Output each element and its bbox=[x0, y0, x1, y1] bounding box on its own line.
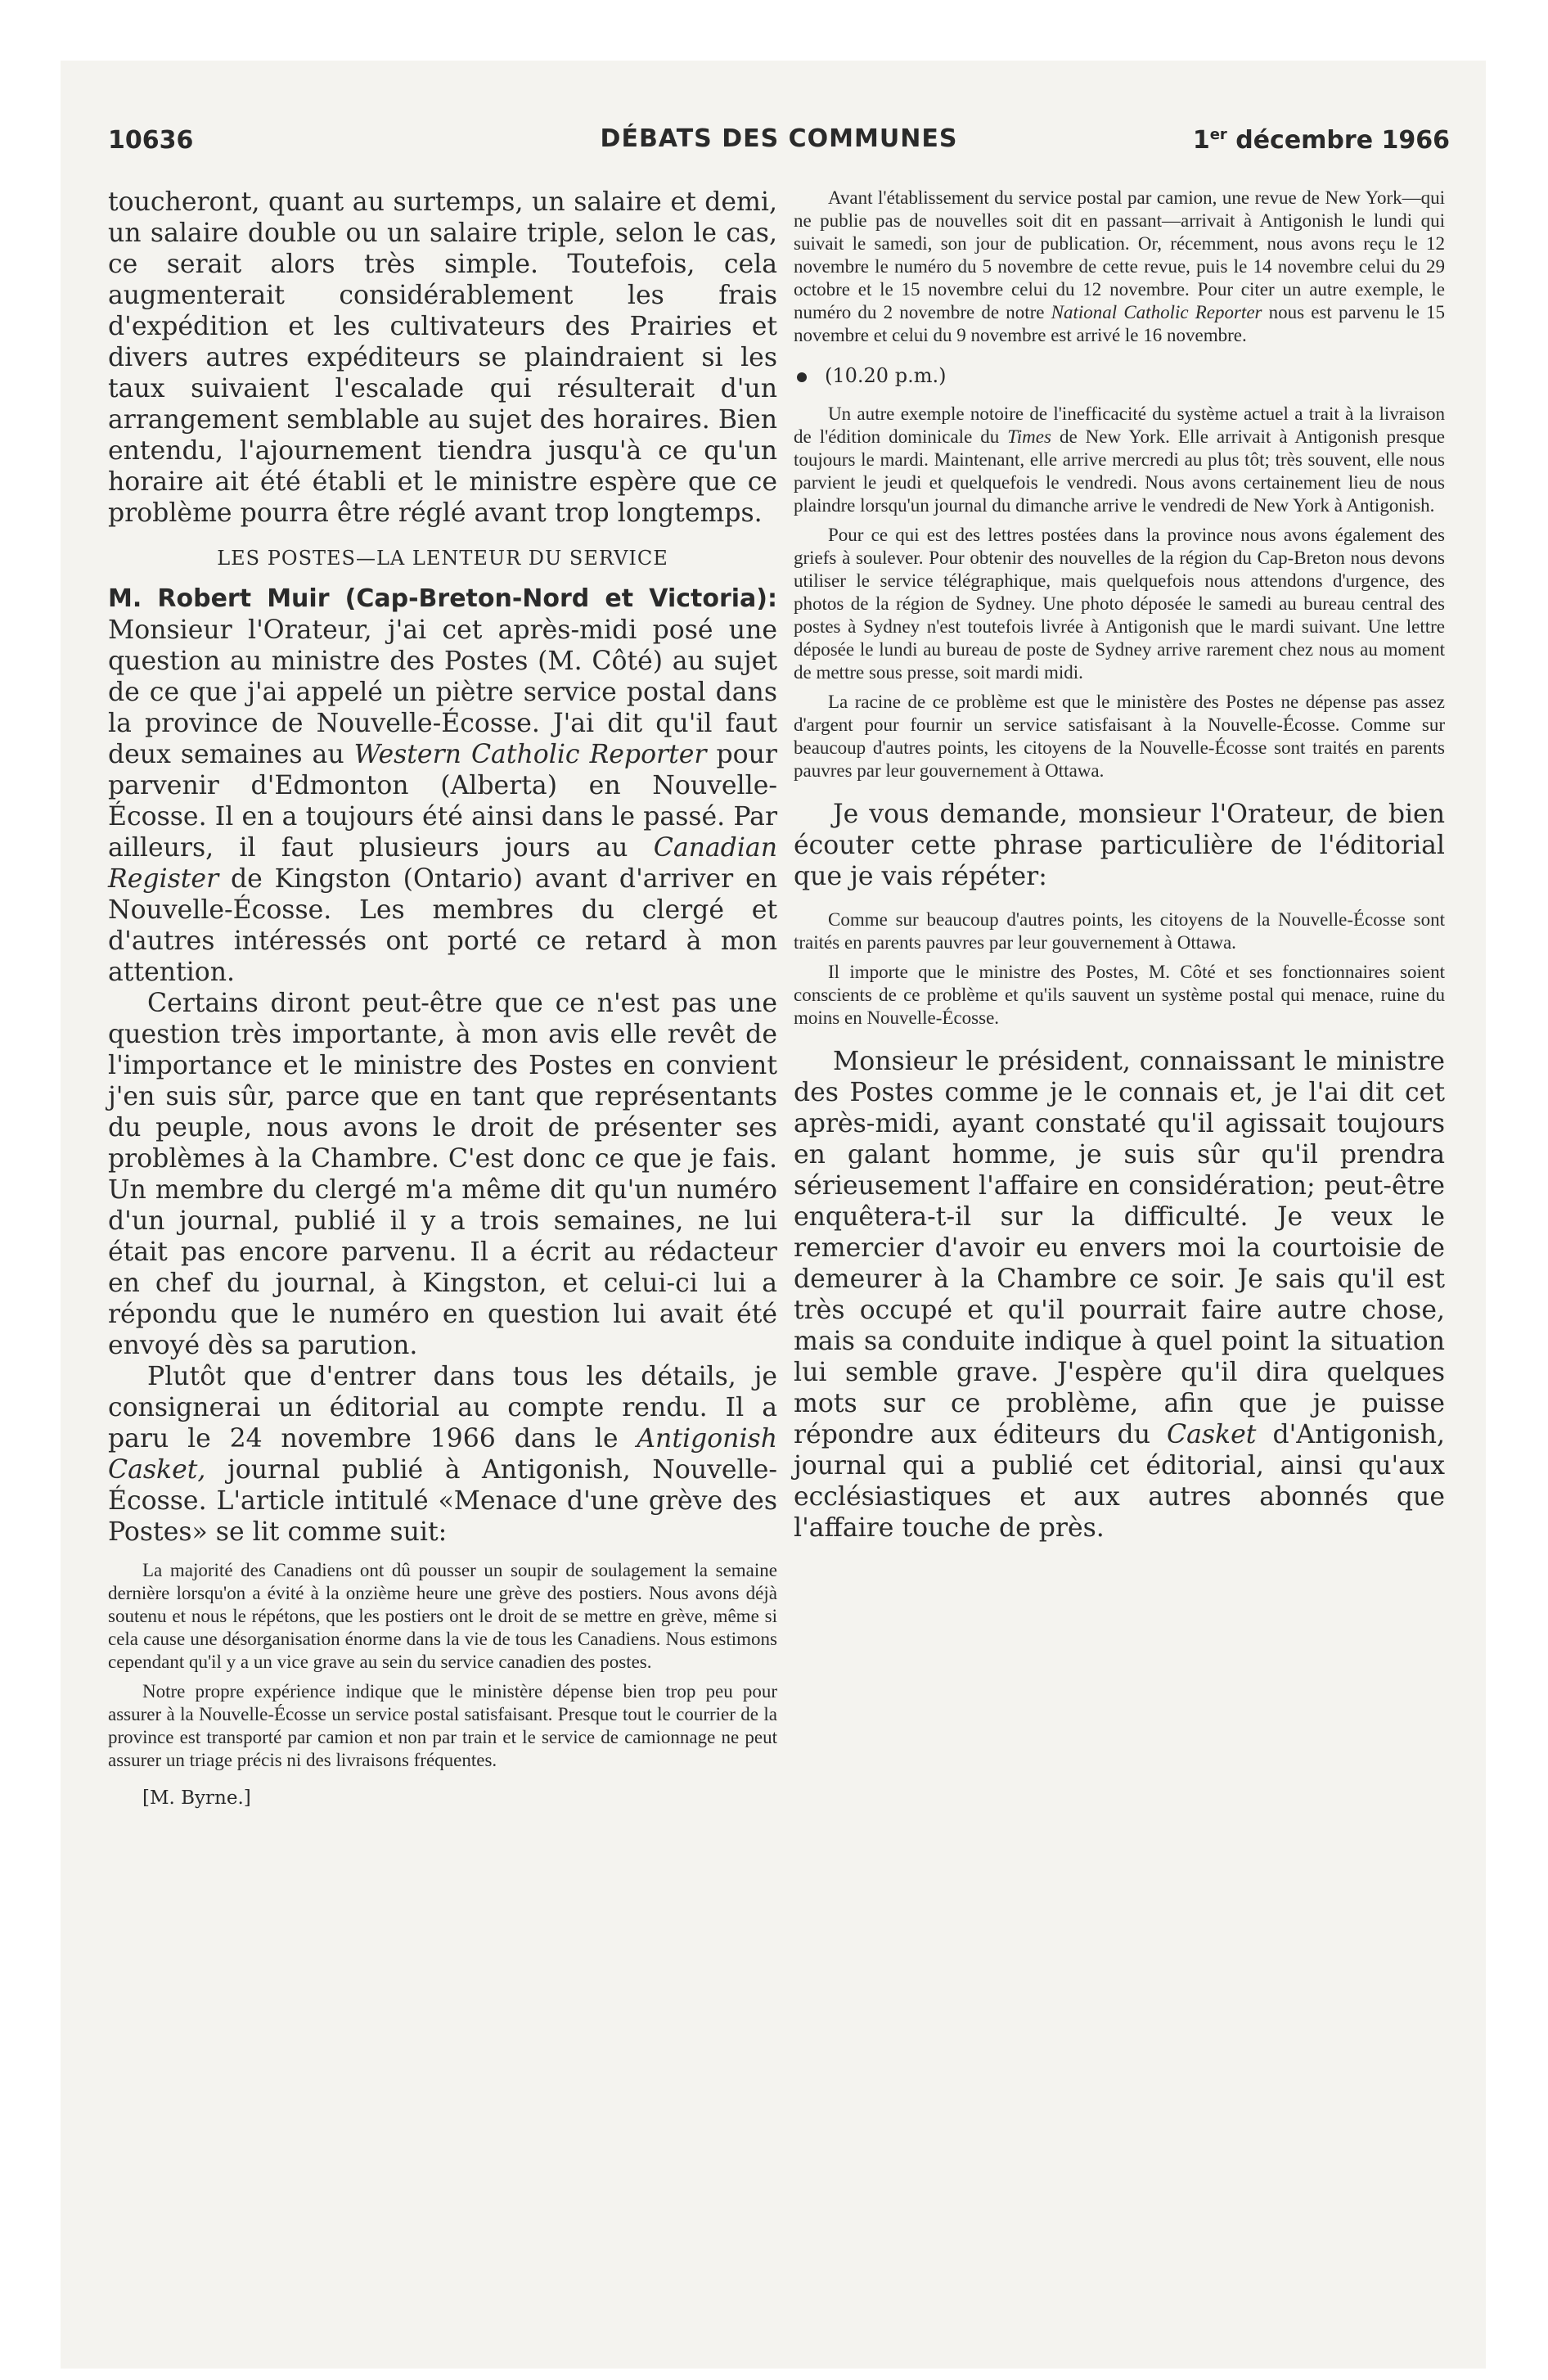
quoted-editorial bbox=[108, 1559, 777, 1772]
page-header bbox=[108, 121, 1450, 170]
speaker-name: M. Robert Muir (Cap-Breton-Nord et Victoria): bbox=[108, 584, 777, 613]
paragraph-continued: toucheront, quant au surtemps, un salaire et demi, un salaire double ou un salaire triple, selon le cas, ce serait alors très simple. Toutefois, cela augmenterait considérablement les frais d'expédition et les cultivateurs des Prairies et divers autres expéditeurs se plaindraient si les taux suivaient l'escalade qui résulterait d'un arrangement semblable au sujet des horaires. Bien entendu, l'ajournement tiendra jusqu'à ce qu'un horaire ait été établi et le ministre espère que ce problème pourra être réglé avant trop longtemps. bbox=[108, 187, 777, 528]
publication-title: DÉBATS DES COMMUNES bbox=[600, 124, 958, 153]
quote-paragraph: Notre propre expérience indique que le ministère dépense bien trop peu pour assurer à la Nouvelle-Écosse un service postal satisfaisant. Presque tout le courrier de la province est transporté par camion et non par train et le service de camionnage ne peut assurer un triage précis ni des livraisons fréquentes. bbox=[108, 1681, 777, 1770]
right-column bbox=[794, 187, 1445, 1544]
paragraph: Plutôt que d'entrer dans tous les détails, je consignerai un éditorial au compte rendu. Il a paru le 24 novembre 1966 dans le Antigonish Casket, journal publié à Antigonish, Nouvelle-Écosse. L'article intitulé «Menace d'une grève des Postes» se lit comme suit: bbox=[108, 1362, 777, 1547]
paragraph: Monsieur le président, connaissant le ministre des Postes comme je le connais et, je l'ai dit cet après-midi, ayant constaté qu'il agissait toujours en galant homme, je suis sûr qu'il prendra sérieusement l'affaire en considération; peut-être enquêtera-t-il sur la difficulté. Je veux le remercier d'avoir eu envers moi la courtoisie de demeurer à la Chambre ce soir. Je sais qu'il est très occupé et qu'il pourrait faire autre chose, mais sa conduite indique à quel point la situation lui semble grave. J'espère qu'il dira quelques mots sur ce problème, afin que je puisse répondre aux éditeurs du Casket d'Antigonish, journal qui a publié cet éditorial, ainsi qu'aux ecclésiastiques et aux autres abonnés que l'affaire touche de près. bbox=[794, 1047, 1445, 1543]
quote-paragraph: Pour ce qui est des lettres postées dans la province nous avons également des griefs à soulever. Pour obtenir des nouvelles de la région du Cap-Breton nous devons utiliser le service télégraphique, mais quelquefois nous attendons d'urgence, des photos de la région de Sydney. Une photo déposée le samedi au bureau central des postes à Sydney n'est toutefois livrée à Antigonish que le mardi suivant. Une lettre déposée le lundi au bureau de poste de Sydney arrive rarement chez nous au moment de mettre sous presse, soit mardi midi. bbox=[794, 525, 1445, 683]
page-number: 10636 bbox=[108, 126, 194, 155]
section-heading: LES POSTES—LA LENTEUR DU SERVICE bbox=[217, 547, 668, 570]
paragraph: Certains diront peut-être que ce n'est pas une question très importante, à mon avis elle revêt de l'importance et le ministre des Postes en convient j'en suis sûr, parce que en tant que représentants du peuple, nous avons le droit de présenter ses problèmes à la Chambre. C'est donc ce que je fais. Un membre du clergé m'a même dit qu'un numéro d'un journal, publié il y a trois semaines, ne lui était pas encore parvenu. Il a écrit au rédacteur en chef du journal, à Kingston, et celui-ci lui a répondu que le numéro en question lui avait été envoyé dès sa parution. bbox=[108, 989, 777, 1360]
quote-paragraph: La racine de ce problème est que le ministère des Postes ne dépense pas assez d'argent pour fournir un service satisfaisant à la Nouvelle-Écosse. Comme sur beaucoup d'autres points, les citoyens de la Nouvelle-Écosse sont traités en parents pauvres par leur gouvernement à Ottawa. bbox=[794, 692, 1445, 781]
quote-paragraph: Comme sur beaucoup d'autres points, les citoyens de la Nouvelle-Écosse sont traités en parents pauvres par leur gouvernement à Ottawa. bbox=[794, 909, 1445, 953]
quote-paragraph: Il importe que le ministre des Postes, M. Côté et ses fonctionnaires soient conscients de ce problème et qu'ils sauvent un système postal qui menace, ruine du moins en Nouvelle-Écosse. bbox=[794, 962, 1445, 1028]
header-date: 1er décembre 1966 bbox=[1192, 126, 1450, 155]
left-column bbox=[108, 187, 777, 1810]
quote-paragraph: Un autre exemple notoire de l'inefficacité du système actuel a trait à la livraison de l'édition dominicale du Times de New York. Elle arrivait à Antigonish presque toujours le mardi. Maintenant, elle arrive mercredi au plus tôt; très souvent, elle nous parvient le jeudi et quelquefois le vendredi. Nous avons certainement lieu de nous plaindre lorsqu'un journal du dimanche arrive le vendredi de New York à Antigonish. bbox=[794, 403, 1445, 516]
paragraph: Je vous demande, monsieur l'Orateur, de bien écouter cette phrase particulière de l'éditorial que je vais répéter: bbox=[794, 800, 1445, 891]
bullet-icon bbox=[797, 372, 807, 382]
speaker-signature: [M. Byrne.] bbox=[142, 1787, 251, 1809]
quote-paragraph: La majorité des Canadiens ont dû pousser un soupir de soulagement la semaine dernière lorsqu'on a évité à la onzième heure une grève des postiers. Nous avons déjà soutenu et nous le répétons, que les postiers ont le droit de se mettre en grève, même si cela cause une désorganisation énorme dans la vie de tous les Canadiens. Nous estimons cependant qu'il y a un vice grave au sein du service canadien des postes. bbox=[108, 1560, 777, 1672]
speech-paragraph: M. Robert Muir (Cap-Breton-Nord et Victoria): Monsieur l'Orateur, j'ai cet après-midi posé une question au ministre des Postes (M. Côté) au sujet de ce que j'ai appelé un piètre service postal dans la province de Nouvelle-Écosse. J'ai dit qu'il faut deux semaines au Western Catholic Reporter pour parvenir d'Edmonton (Alberta) en Nouvelle-Écosse. Il en a toujours été ainsi dans le passé. Par ailleurs, il faut plusieurs jours au Canadian Register de Kingston (Ontario) avant d'arriver en Nouvelle-Écosse. Les membres du clergé et d'autres intéressés ont porté ce retard à mon attention. bbox=[108, 584, 777, 987]
quote-paragraph: Avant l'établissement du service postal par camion, une revue de New York—qui ne publie pas de nouvelles soit dit en passant—arrivait à Antigonish le lundi qui suivait le samedi, son jour de publication. Or, récemment, nous avons reçu le 12 novembre le numéro du 5 novembre de cette revue, puis le 14 novembre celui du 29 octobre et le 15 novembre celui du 12 novembre. Pour citer un autre exemple, le numéro du 2 novembre de notre National Catholic Reporter nous est parvenu le 15 novembre et celui du 9 novembre est arrivé le 16 novembre. bbox=[794, 187, 1445, 345]
time-stamp: (10.20 p.m.) bbox=[794, 363, 1445, 388]
